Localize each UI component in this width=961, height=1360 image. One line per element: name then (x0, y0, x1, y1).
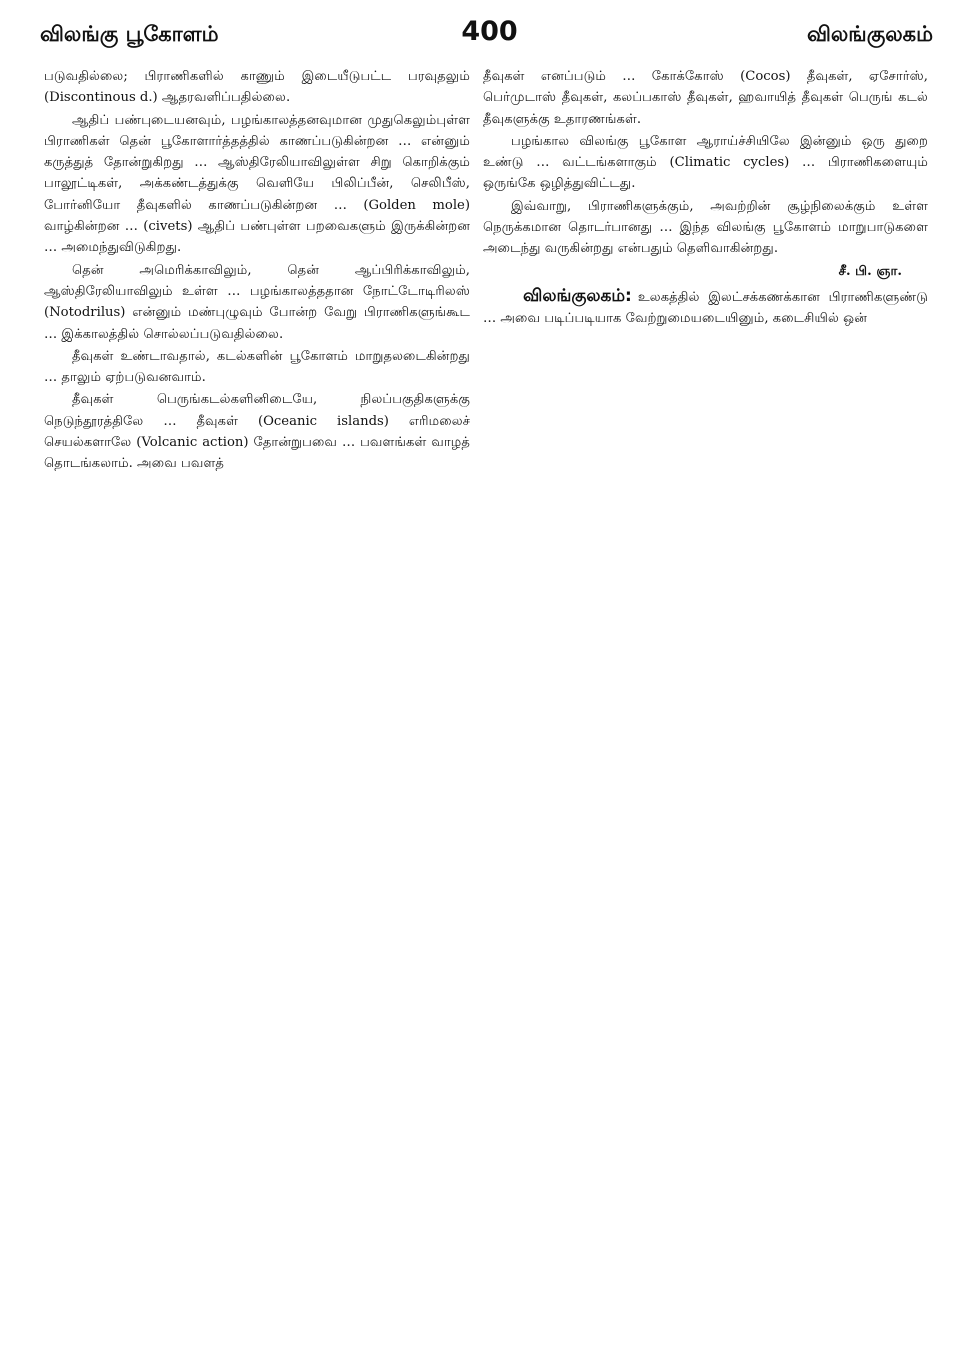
page-header (40, 14, 939, 56)
entry-paragraph (483, 286, 928, 330)
header-left-title: விலங்கு பூகோளம் (40, 22, 219, 46)
left-paragraph-4: தீவுகள் உண்டாவதால், கடல்களின் பூகோளம் மாறுதலடைகின்றது … தாலும் ஏற்படுவனவாம். (44, 348, 470, 386)
left-paragraph-5: தீவுகள் பெருங்கடல்களினிடையே, நிலப்பகுதிகளுக்கு நெடுந்தூரத்திலே … தீவுகள் (Oceanic islands) எரிமலைச் செயல்களாலே (Volcanic action) தோன்றுபவை … பவளங்கள் வாழத் தொடங்கலாம். அவை பவளத் (44, 392, 470, 472)
author-signature: சீ. பி. ஞா. (838, 263, 902, 279)
left-paragraph-1: படுவதில்லை; பிராணிகளில் காணும் இடையீடுபட்ட பரவுதலும் (Discontinous d.) ஆதரவளிப்பதில்லை. (44, 69, 470, 106)
left-paragraph-3: தென் அமெரிக்காவிலும், தென் ஆப்பிரிக்காவிலும், ஆஸ்திரேலியாவிலும் உள்ள … பழங்காலத்ததான நோட்டோடிரிலஸ் (Notodrilus) என்னும் மண்புழுவும் போன்ற வேறு பிராணிகளுங்கூட … இக்காலத்தில் சொல்லப்படுவதில்லை. (44, 262, 470, 342)
left-paragraph-2: ஆதிப் பண்புடையனவும், பழங்காலத்தனவுமான முதுகெலும்புள்ள பிராணிகள் தென் பூகோளார்த்தத்தில் காணப்படுகின்றன … என்னும் கருத்துத் தோன்றுகிறது … ஆஸ்திரேலியாவிலுள்ள சிறு கொறிக்கும் பாலூட்டிகள், அக்கண்டத்துக்கு வெளியே பிலிப்பீன், செலிபீஸ், போர்னியோ தீவுகளில் காணப்படுகின்றன … (Golden mole) வாழ்கின்றன … (civets) ஆதிப் பண்புள்ள பறவைகளும் இருக்கின்றன … அமைந்துவிடுகிறது. (44, 112, 470, 256)
page-number: 400 (461, 16, 518, 47)
entry-title: விலங்குலகம்: (523, 285, 632, 306)
left-column (44, 66, 470, 1348)
header-right-title: விலங்குலகம் (806, 22, 933, 46)
right-paragraph-2: பழங்கால விலங்கு பூகோள ஆராய்ச்சியிலே இன்னும் ஒரு துறை உண்டு … வட்டங்களாகும் (Climatic cycles) … பிராணிகளையும் ஒருங்கே ஒழித்துவிட்டது. (483, 133, 928, 192)
right-paragraph-1: தீவுகள் எனப்படும் … கோக்கோஸ் (Cocos) தீவுகள், ஏசோர்ஸ், பெர்முடாஸ் தீவுகள், கலப்பகாஸ் தீவுகள், ஹவாயித் தீவுகள் பெருங் கடல் தீவுகளுக்கு உதாரணங்கள். (483, 69, 928, 127)
right-column (483, 66, 928, 1348)
entry-text: உலகத்தில் இலட்சக்கணக்கான பிராணிகளுண்டு … அவை படிப்படியாக வேற்றுமையடையினும், கடைசியில் ஒன் (483, 289, 928, 327)
right-paragraph-3: இவ்வாறு, பிராணிகளுக்கும், அவற்றின் சூழ்நிலைக்கும் உள்ள நெருக்கமான தொடர்பானது … இந்த விலங்கு பூகோளம் மாறுபாடுகளை அடைந்து வருகின்றது என்பதும் தெளிவாகின்றது. (483, 198, 928, 257)
